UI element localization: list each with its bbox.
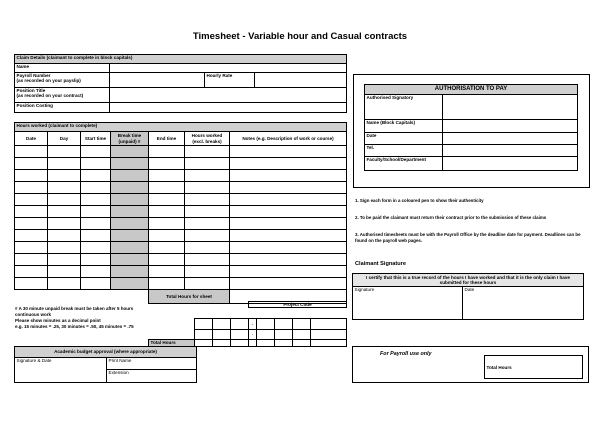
claimant-date-label: Date — [464, 287, 475, 292]
day-cell[interactable] — [48, 266, 81, 278]
position-title-label: Position Title (as recorded on your contract) — [15, 88, 110, 103]
auth-date-field[interactable] — [443, 133, 578, 145]
extension-field[interactable] — [107, 370, 197, 383]
day-cell[interactable] — [48, 242, 81, 254]
hours-row — [15, 170, 347, 182]
authorised-signatory-label: Authorised Signatory — [365, 95, 443, 120]
end-time-cell[interactable] — [149, 170, 185, 182]
hours-row — [15, 254, 347, 266]
end-time-cell[interactable] — [149, 194, 185, 206]
claimant-date-field[interactable] — [463, 287, 584, 320]
hours-worked-cell[interactable] — [185, 266, 230, 278]
break-time-cell[interactable] — [111, 170, 149, 182]
note-3: 3. Authorised timesheets must be with the Payroll Office by the deadline date for payment. Deadlines can be found on the payroll web pages. — [355, 232, 581, 243]
break-time-cell[interactable] — [111, 254, 149, 266]
col-notes: Notes (e.g. Description of work or course) — [230, 132, 347, 146]
print-name-field[interactable] — [107, 358, 197, 370]
col-end-time: End time — [149, 132, 185, 146]
hours-row — [15, 194, 347, 206]
hours-row — [15, 206, 347, 218]
hours-row — [15, 242, 347, 254]
hours-worked-cell[interactable] — [185, 230, 230, 242]
position-costing-label: Position Costing — [15, 103, 110, 113]
col-day: Day — [48, 132, 81, 146]
date-cell[interactable] — [15, 206, 48, 218]
hours-worked-header: Hours worked (claimant to complete) — [15, 123, 347, 132]
break-time-cell[interactable] — [111, 278, 149, 290]
notes-cell[interactable] — [230, 146, 347, 158]
claimant-signature-field[interactable] — [353, 287, 463, 320]
hours-worked-cell[interactable] — [185, 146, 230, 158]
hours-worked-table — [14, 122, 347, 304]
break-time-cell[interactable] — [111, 230, 149, 242]
name-field[interactable] — [110, 64, 347, 73]
break-time-cell[interactable] — [111, 266, 149, 278]
day-cell[interactable] — [48, 146, 81, 158]
auth-tel-field[interactable] — [443, 145, 578, 157]
date-cell[interactable] — [15, 158, 48, 170]
break-time-cell[interactable] — [111, 146, 149, 158]
claimant-signature-heading: Claimant Signature — [355, 261, 406, 267]
hours-row — [15, 182, 347, 194]
date-cell[interactable] — [15, 182, 48, 194]
start-time-cell[interactable] — [81, 266, 111, 278]
hours-worked-cell[interactable] — [185, 158, 230, 170]
hours-worked-cell[interactable] — [185, 254, 230, 266]
notes-cell[interactable] — [230, 242, 347, 254]
date-cell[interactable] — [15, 218, 48, 230]
total-hours-sheet-label: Total Hours for sheet — [149, 290, 230, 304]
project-code-dash: - — [249, 319, 257, 330]
end-time-cell[interactable] — [149, 266, 185, 278]
payroll-number-field[interactable] — [110, 73, 205, 88]
start-time-cell[interactable] — [81, 242, 111, 254]
payroll-number-label: Payroll Number (as recorded on your payslip) — [15, 73, 110, 88]
break-time-cell[interactable] — [111, 242, 149, 254]
hours-worked-cell[interactable] — [185, 182, 230, 194]
notes-cell[interactable] — [230, 278, 347, 290]
notes-cell[interactable] — [230, 170, 347, 182]
date-cell[interactable] — [15, 242, 48, 254]
budget-approval-header: Academic budget approval (where appropriate) — [15, 347, 197, 358]
hours-row — [15, 146, 347, 158]
notes-cell[interactable] — [230, 182, 347, 194]
name-label: Name — [15, 64, 110, 73]
payroll-use-heading: For Payroll use only — [380, 351, 432, 357]
end-time-cell[interactable] — [149, 230, 185, 242]
budget-approval-table — [14, 346, 197, 383]
notes-cell[interactable] — [230, 266, 347, 278]
hours-row — [15, 218, 347, 230]
note-1: 1. Sign each form in a coloured pen to show their authenticity — [355, 198, 484, 203]
break-time-cell[interactable] — [111, 182, 149, 194]
hourly-rate-label: Hourly Rate — [205, 73, 255, 88]
notes-cell[interactable] — [230, 230, 347, 242]
signature-date-field[interactable] — [15, 358, 107, 383]
project-code-dash-2: - — [249, 330, 257, 340]
position-title-field[interactable] — [110, 88, 347, 103]
end-time-cell[interactable] — [149, 278, 185, 290]
claimant-signature-table — [352, 273, 584, 320]
hours-worked-cell[interactable] — [185, 218, 230, 230]
payroll-total-hours-label: Total Hours — [486, 365, 512, 370]
end-time-cell[interactable] — [149, 218, 185, 230]
end-time-cell[interactable] — [149, 158, 185, 170]
auth-date-label: Date — [365, 133, 443, 145]
break-time-cell[interactable] — [111, 206, 149, 218]
start-time-cell[interactable] — [81, 158, 111, 170]
note-2: 2. To be paid the claimant must return their contract prior to the submission of these claims — [355, 215, 547, 220]
end-time-cell[interactable] — [149, 254, 185, 266]
hours-row — [15, 158, 347, 170]
col-date: Date — [15, 132, 48, 146]
start-time-cell[interactable] — [81, 218, 111, 230]
break-time-cell[interactable] — [111, 218, 149, 230]
hours-worked-cell[interactable] — [185, 278, 230, 290]
date-cell[interactable] — [15, 170, 48, 182]
print-name-label: Print Name — [108, 358, 132, 363]
break-time-cell[interactable] — [111, 158, 149, 170]
start-time-cell[interactable] — [81, 254, 111, 266]
day-cell[interactable] — [48, 254, 81, 266]
faculty-field[interactable] — [443, 157, 578, 171]
end-time-cell[interactable] — [149, 206, 185, 218]
start-time-cell[interactable] — [81, 230, 111, 242]
day-cell[interactable] — [48, 206, 81, 218]
day-cell[interactable] — [48, 230, 81, 242]
day-cell[interactable] — [48, 158, 81, 170]
start-time-cell[interactable] — [81, 170, 111, 182]
col-hours-worked: Hours worked (excl. breaks) — [185, 132, 230, 146]
authorised-signatory-field[interactable] — [443, 95, 578, 120]
end-time-cell[interactable] — [149, 182, 185, 194]
date-cell[interactable] — [15, 278, 48, 290]
authorisation-header: AUTHORISATION TO PAY — [365, 85, 578, 95]
claimant-signature-label: Signature — [354, 287, 375, 292]
signature-date-label: Signature & Date — [16, 358, 52, 363]
date-cell[interactable] — [15, 194, 48, 206]
start-time-cell[interactable] — [81, 182, 111, 194]
auth-tel-label: Tel. — [365, 145, 443, 157]
notes-cell[interactable] — [230, 218, 347, 230]
project-code-table — [148, 301, 347, 347]
start-time-cell[interactable] — [81, 206, 111, 218]
hours-worked-cell[interactable] — [185, 206, 230, 218]
break-footnote: # A 30 minute unpaid break must be taken after 5 hours continuous work Please show minutes as a decimal point e.g. 15 minutes = .25, 30 minutes = .50, 45 minutes = .75 — [15, 306, 134, 330]
payroll-total-hours-field[interactable] — [484, 355, 583, 379]
hours-worked-cell[interactable] — [185, 194, 230, 206]
day-cell[interactable] — [48, 194, 81, 206]
auth-name-label: Name (Block Capitals) — [365, 120, 443, 133]
hourly-rate-field[interactable] — [255, 73, 347, 88]
end-time-cell[interactable] — [149, 146, 185, 158]
hours-worked-cell[interactable] — [185, 242, 230, 254]
notes-cell[interactable] — [230, 206, 347, 218]
day-cell[interactable] — [48, 218, 81, 230]
start-time-cell[interactable] — [81, 194, 111, 206]
notes-cell[interactable] — [230, 194, 347, 206]
position-costing-field[interactable] — [110, 103, 347, 113]
hours-worked-cell[interactable] — [185, 170, 230, 182]
date-cell[interactable] — [15, 230, 48, 242]
col-break-time: Break time (unpaid) # — [111, 132, 149, 146]
date-cell[interactable] — [15, 254, 48, 266]
auth-name-field[interactable] — [443, 120, 578, 133]
notes-cell[interactable] — [230, 254, 347, 266]
col-start-time: Start time — [81, 132, 111, 146]
page-title: Timesheet - Variable hour and Casual contracts — [192, 31, 408, 42]
claim-details-table — [14, 54, 347, 113]
extension-label: Extension — [108, 370, 129, 375]
day-cell[interactable] — [48, 278, 81, 290]
end-time-cell[interactable] — [149, 242, 185, 254]
day-cell[interactable] — [48, 170, 81, 182]
hours-row — [15, 266, 347, 278]
date-cell[interactable] — [15, 266, 48, 278]
notes-cell[interactable] — [230, 158, 347, 170]
project-code-label: Project Code — [249, 302, 347, 308]
start-time-cell[interactable] — [81, 146, 111, 158]
certify-statement: I certify that this is a true record of the hours I have worked and that it is the only claim I have submitted for these hours — [353, 274, 584, 287]
hours-row — [15, 230, 347, 242]
start-time-cell[interactable] — [81, 278, 111, 290]
total-hours-label: Total Hours — [149, 340, 195, 347]
faculty-label: Faculty/School/Department — [365, 157, 443, 171]
authorisation-table — [364, 84, 578, 171]
claim-details-header: Claim Details (claimant to complete in block capitals) — [15, 55, 347, 64]
day-cell[interactable] — [48, 182, 81, 194]
date-cell[interactable] — [15, 146, 48, 158]
break-time-cell[interactable] — [111, 194, 149, 206]
hours-row — [15, 278, 347, 290]
